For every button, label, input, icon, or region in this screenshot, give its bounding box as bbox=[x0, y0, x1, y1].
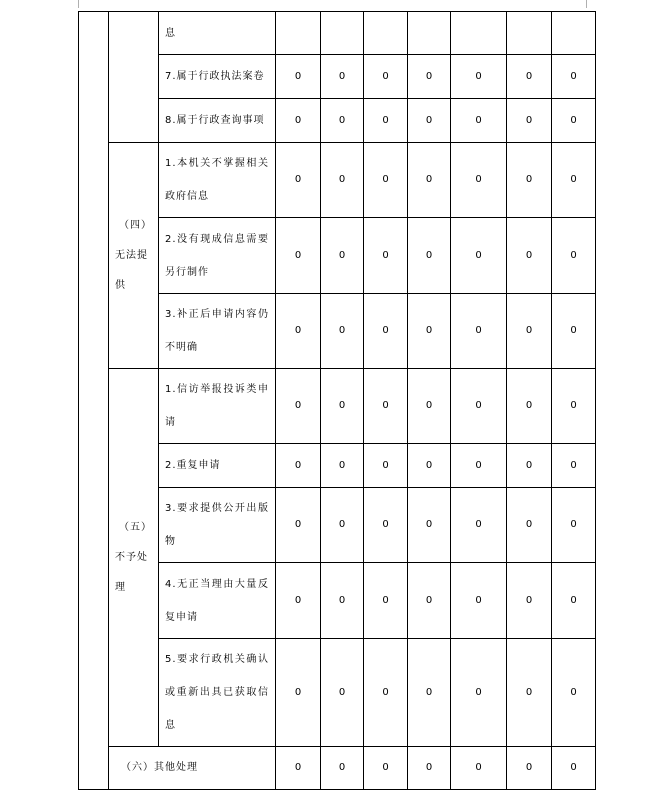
value-cell: 0 bbox=[321, 444, 364, 488]
value-cell bbox=[408, 12, 451, 55]
value-cell: 0 bbox=[408, 99, 451, 143]
value-cell: 0 bbox=[276, 639, 321, 747]
value-cell: 0 bbox=[364, 218, 408, 294]
value-cell: 0 bbox=[408, 563, 451, 639]
row-label: 3.要求提供公开出版物 bbox=[159, 488, 276, 563]
group-title: 不予处理 bbox=[115, 551, 148, 593]
value-cell: 0 bbox=[552, 747, 596, 790]
value-cell: 0 bbox=[507, 639, 552, 747]
outer-category-cell bbox=[79, 12, 109, 790]
value-cell: 0 bbox=[552, 444, 596, 488]
value-cell: 0 bbox=[451, 369, 507, 444]
value-cell: 0 bbox=[276, 747, 321, 790]
value-cell bbox=[364, 12, 408, 55]
row-label: 息 bbox=[159, 12, 276, 55]
value-cell: 0 bbox=[408, 55, 451, 99]
value-cell: 0 bbox=[451, 747, 507, 790]
value-cell: 0 bbox=[552, 294, 596, 369]
value-cell: 0 bbox=[552, 143, 596, 218]
value-cell: 0 bbox=[507, 488, 552, 563]
row-label: 7.属于行政执法案卷 bbox=[159, 55, 276, 99]
group-cell-continued bbox=[109, 12, 159, 143]
group-title: 无法提供 bbox=[115, 249, 148, 291]
value-cell: 0 bbox=[364, 369, 408, 444]
value-cell: 0 bbox=[507, 369, 552, 444]
value-cell: 0 bbox=[408, 294, 451, 369]
value-cell: 0 bbox=[276, 218, 321, 294]
value-cell: 0 bbox=[451, 444, 507, 488]
value-cell bbox=[276, 12, 321, 55]
value-cell: 0 bbox=[321, 488, 364, 563]
group-number: （五） bbox=[119, 521, 152, 533]
value-cell: 0 bbox=[321, 99, 364, 143]
value-cell: 0 bbox=[451, 639, 507, 747]
value-cell: 0 bbox=[321, 639, 364, 747]
value-cell: 0 bbox=[451, 55, 507, 99]
value-cell: 0 bbox=[507, 143, 552, 218]
value-cell: 0 bbox=[364, 294, 408, 369]
value-cell: 0 bbox=[276, 488, 321, 563]
value-cell bbox=[321, 12, 364, 55]
value-cell: 0 bbox=[552, 218, 596, 294]
value-cell: 0 bbox=[364, 143, 408, 218]
value-cell: 0 bbox=[451, 143, 507, 218]
value-cell bbox=[507, 12, 552, 55]
value-cell: 0 bbox=[507, 294, 552, 369]
value-cell: 0 bbox=[364, 99, 408, 143]
group-number: （四） bbox=[119, 219, 152, 231]
page-margin-mark-right bbox=[586, 0, 595, 8]
row-label: 8.属于行政查询事项 bbox=[159, 99, 276, 143]
value-cell: 0 bbox=[276, 563, 321, 639]
table-row bbox=[79, 12, 596, 55]
value-cell: 0 bbox=[321, 563, 364, 639]
table-row bbox=[79, 747, 596, 790]
value-cell: 0 bbox=[276, 444, 321, 488]
value-cell: 0 bbox=[408, 639, 451, 747]
value-cell: 0 bbox=[552, 639, 596, 747]
value-cell: 0 bbox=[552, 563, 596, 639]
group-cell-cannot-provide bbox=[109, 143, 159, 369]
value-cell: 0 bbox=[408, 143, 451, 218]
value-cell: 0 bbox=[321, 369, 364, 444]
value-cell: 0 bbox=[507, 444, 552, 488]
value-cell: 0 bbox=[276, 99, 321, 143]
value-cell: 0 bbox=[507, 99, 552, 143]
value-cell: 0 bbox=[321, 294, 364, 369]
value-cell: 0 bbox=[364, 563, 408, 639]
value-cell: 0 bbox=[507, 563, 552, 639]
value-cell: 0 bbox=[364, 488, 408, 563]
value-cell: 0 bbox=[276, 143, 321, 218]
value-cell: 0 bbox=[364, 444, 408, 488]
value-cell bbox=[451, 12, 507, 55]
value-cell: 0 bbox=[408, 218, 451, 294]
value-cell: 0 bbox=[321, 143, 364, 218]
value-cell: 0 bbox=[451, 563, 507, 639]
row-label-other-handling: （六）其他处理 bbox=[109, 747, 276, 790]
value-cell: 0 bbox=[451, 99, 507, 143]
value-cell: 0 bbox=[507, 218, 552, 294]
value-cell: 0 bbox=[364, 639, 408, 747]
value-cell: 0 bbox=[364, 747, 408, 790]
page-margin-mark-left bbox=[70, 0, 79, 8]
value-cell: 0 bbox=[552, 55, 596, 99]
value-cell: 0 bbox=[451, 218, 507, 294]
value-cell: 0 bbox=[451, 294, 507, 369]
value-cell: 0 bbox=[364, 55, 408, 99]
value-cell: 0 bbox=[276, 55, 321, 99]
value-cell: 0 bbox=[321, 747, 364, 790]
row-label: 1.信访举报投诉类申请 bbox=[159, 369, 276, 444]
value-cell: 0 bbox=[408, 369, 451, 444]
value-cell bbox=[552, 12, 596, 55]
value-cell: 0 bbox=[552, 369, 596, 444]
value-cell: 0 bbox=[408, 444, 451, 488]
value-cell: 0 bbox=[451, 488, 507, 563]
group-cell-not-processed bbox=[109, 369, 159, 747]
value-cell: 0 bbox=[321, 218, 364, 294]
value-cell: 0 bbox=[276, 369, 321, 444]
table-row bbox=[79, 369, 596, 444]
disclosure-statistics-table bbox=[78, 11, 596, 790]
value-cell: 0 bbox=[552, 488, 596, 563]
value-cell: 0 bbox=[408, 747, 451, 790]
row-label: 5.要求行政机关确认或重新出具已获取信息 bbox=[159, 639, 276, 747]
value-cell: 0 bbox=[276, 294, 321, 369]
value-cell: 0 bbox=[552, 99, 596, 143]
value-cell: 0 bbox=[507, 55, 552, 99]
row-label: 3.补正后申请内容仍不明确 bbox=[159, 294, 276, 369]
row-label: 2.重复申请 bbox=[159, 444, 276, 488]
row-label: 4.无正当理由大量反复申请 bbox=[159, 563, 276, 639]
value-cell: 0 bbox=[408, 488, 451, 563]
value-cell: 0 bbox=[321, 55, 364, 99]
row-label: 2.没有现成信息需要另行制作 bbox=[159, 218, 276, 294]
value-cell: 0 bbox=[507, 747, 552, 790]
table-row bbox=[79, 143, 596, 218]
row-label: 1.本机关不掌握相关政府信息 bbox=[159, 143, 276, 218]
